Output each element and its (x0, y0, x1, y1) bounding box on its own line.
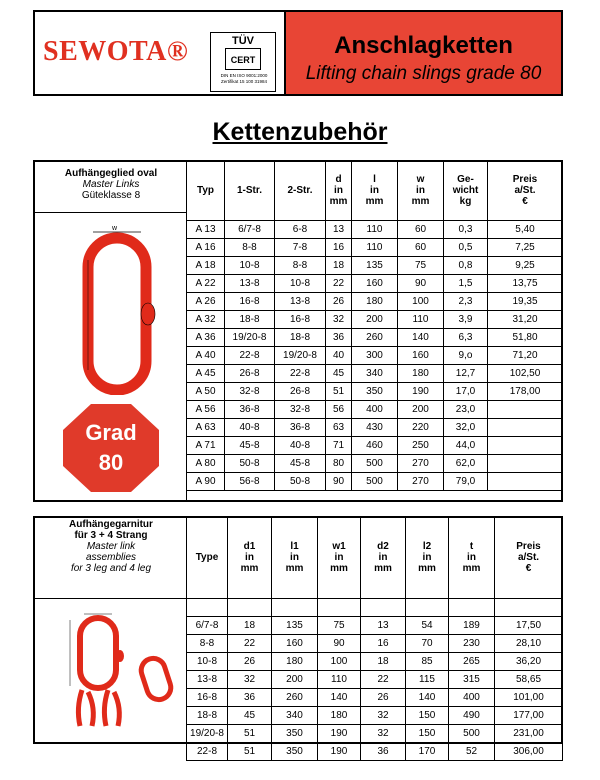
tuv-label: TÜV (232, 35, 254, 47)
table1-row-cell: 18 (326, 257, 352, 275)
t2-col-l2: l2 in mm (406, 517, 449, 599)
table1-row-cell: 26-8 (275, 383, 326, 401)
table1-row-cell: 9,o (444, 347, 488, 365)
table1-row-cell: 56 (326, 401, 352, 419)
table1-row-cell: 45-8 (275, 455, 326, 473)
table1-row (187, 365, 563, 383)
table1-row-cell: 19/20-8 (225, 329, 275, 347)
table1-row-cell: 500 (352, 473, 398, 491)
table1-row-cell (488, 419, 563, 437)
table1-row-cell: 18-8 (275, 329, 326, 347)
weld-point (141, 303, 155, 325)
master-link-assembly-image (52, 608, 180, 736)
table1-row (187, 455, 563, 473)
header-subtitle: Lifting chain slings grade 80 (305, 63, 542, 84)
table1-row-cell: 180 (398, 365, 444, 383)
t2-col-l1: l1 in mm (272, 517, 318, 599)
cert-number: DIN EN ISO 9001:2000 Zertifikat 15 100 31984 (220, 73, 268, 84)
table2-row (187, 725, 563, 743)
table1-row-cell: 17,0 (444, 383, 488, 401)
table1-row-cell: 71,20 (488, 347, 563, 365)
table2-row-cell: 100 (318, 653, 361, 671)
table2-row-cell: 306,00 (495, 743, 563, 761)
table1-row-cell: 40-8 (225, 419, 275, 437)
master-links-table (186, 160, 563, 491)
table2-row-cell: 16-8 (187, 689, 228, 707)
table1-row (187, 293, 563, 311)
table1-row (187, 419, 563, 437)
master-link-image (48, 220, 168, 395)
table1-row-cell: 44,0 (444, 437, 488, 455)
table2-row-cell: 52 (449, 743, 495, 761)
table1-row-cell: A 36 (187, 329, 225, 347)
grad-80-badge (62, 403, 160, 493)
table1-row-cell: 50-8 (225, 455, 275, 473)
table1-row-cell: 51 (326, 383, 352, 401)
table2-row (187, 707, 563, 725)
table1-row-cell: 36-8 (275, 419, 326, 437)
table2-row-cell: 180 (318, 707, 361, 725)
table2-row-cell: 32 (361, 725, 406, 743)
table1-row-cell: 300 (352, 347, 398, 365)
table1-row-cell: 63 (326, 419, 352, 437)
t2-spacer-row (187, 599, 563, 617)
table2-row-cell: 28,10 (495, 635, 563, 653)
table1-row-cell: 22-8 (225, 347, 275, 365)
t2-col-d2: d2 in mm (361, 517, 406, 599)
t2-col-w1: w1 in mm (318, 517, 361, 599)
table1-row-cell: 100 (398, 293, 444, 311)
table2-row-cell: 110 (318, 671, 361, 689)
table2-row-cell: 101,00 (495, 689, 563, 707)
t2-head-l4: assemblies (85, 552, 137, 563)
table1-row-cell: 60 (398, 239, 444, 257)
table1-row-cell: 270 (398, 455, 444, 473)
table2-row-cell: 51 (228, 743, 272, 761)
table1-row-cell (488, 401, 563, 419)
table2-row (187, 653, 563, 671)
table2-row-cell: 36,20 (495, 653, 563, 671)
t2-col-price: Preis a/St. € (495, 517, 563, 599)
t1-col-2str: 2-Str. (275, 161, 326, 221)
table1-row-cell: A 45 (187, 365, 225, 383)
table1-row-cell: 8-8 (225, 239, 275, 257)
table2-row-cell: 150 (406, 707, 449, 725)
table1-row-cell: 36-8 (225, 401, 275, 419)
table2-row-cell: 90 (318, 635, 361, 653)
t2-head-l3: Master link (86, 541, 136, 552)
table1-row-cell: 56-8 (225, 473, 275, 491)
table1-row-cell: 62,0 (444, 455, 488, 473)
table1-row-cell: A 90 (187, 473, 225, 491)
table2-row-cell: 140 (406, 689, 449, 707)
table1-row-cell: 500 (352, 455, 398, 473)
table1-row-cell: 200 (352, 311, 398, 329)
table1-row-cell: 2,3 (444, 293, 488, 311)
page-title: Kettenzubehör (212, 118, 388, 146)
table1-row-cell (488, 473, 563, 491)
table1-row-cell: 36 (326, 329, 352, 347)
t2-left-divider (35, 598, 187, 599)
table2-row-cell: 58,65 (495, 671, 563, 689)
t1-col-typ: Typ (187, 161, 225, 221)
table2-row-cell: 265 (449, 653, 495, 671)
table2-row-cell: 22 (228, 635, 272, 653)
table1-row (187, 221, 563, 239)
table1-row-cell: 1,5 (444, 275, 488, 293)
table2-row-cell: 160 (272, 635, 318, 653)
table1-row-cell: A 80 (187, 455, 225, 473)
table1-row-cell: A 63 (187, 419, 225, 437)
table1-row-cell: 13-8 (225, 275, 275, 293)
table2-row-cell: 75 (318, 617, 361, 635)
table2-row-cell: 10-8 (187, 653, 228, 671)
header-title-box (284, 12, 561, 94)
table1-row-cell: 18-8 (225, 311, 275, 329)
table2-row-cell: 189 (449, 617, 495, 635)
table2-row-cell: 22 (361, 671, 406, 689)
table2-row-cell: 115 (406, 671, 449, 689)
table2-row-cell: 6/7-8 (187, 617, 228, 635)
table1-row-cell: 80 (326, 455, 352, 473)
table1-row-cell: 250 (398, 437, 444, 455)
table2-row-cell: 70 (406, 635, 449, 653)
table1-row-cell: 40 (326, 347, 352, 365)
table1-row (187, 473, 563, 491)
table1-row-cell: 13 (326, 221, 352, 239)
table1-row-cell: 110 (352, 221, 398, 239)
table1-row-cell: 16 (326, 239, 352, 257)
table1-row-cell: 13,75 (488, 275, 563, 293)
table1-row-cell (488, 455, 563, 473)
table2-row-cell: 45 (228, 707, 272, 725)
master-link-assemblies-table (186, 516, 563, 761)
table1-row-cell (488, 437, 563, 455)
table2-left-header (35, 519, 187, 585)
table2-row-cell: 54 (406, 617, 449, 635)
t1-col-d: d in mm (326, 161, 352, 221)
table1-row-cell: 7-8 (275, 239, 326, 257)
table2-row-cell: 230 (449, 635, 495, 653)
table1-row-cell: 19/20-8 (275, 347, 326, 365)
table2-row-cell: 231,00 (495, 725, 563, 743)
badge-line-1: Grad (85, 420, 137, 445)
table2-row-cell: 180 (272, 653, 318, 671)
table2-row-cell: 13 (361, 617, 406, 635)
table1-row-cell: 19,35 (488, 293, 563, 311)
chain-link-shape (88, 238, 146, 390)
t2-col-t: t in mm (449, 517, 495, 599)
table1-row-cell: 110 (398, 311, 444, 329)
table1-row-cell: 160 (352, 275, 398, 293)
table2-row-cell: 26 (361, 689, 406, 707)
table1-row-cell: 90 (326, 473, 352, 491)
table1-row-cell: A 50 (187, 383, 225, 401)
table1-row-cell: 12,7 (444, 365, 488, 383)
table1-row-cell: 400 (352, 401, 398, 419)
table2-row-cell: 350 (272, 725, 318, 743)
table1-row-cell: 6-8 (275, 221, 326, 239)
table1-row (187, 383, 563, 401)
table2-row-cell: 85 (406, 653, 449, 671)
table1-row-cell: 26-8 (225, 365, 275, 383)
table1-row-cell: 350 (352, 383, 398, 401)
table1-row-cell: 7,25 (488, 239, 563, 257)
table1-row (187, 311, 563, 329)
table1-row-cell: 32-8 (225, 383, 275, 401)
t1-col-weight: Ge- wicht kg (444, 161, 488, 221)
table1-row-cell: 22-8 (275, 365, 326, 383)
table1-left-header (35, 168, 187, 213)
t1-col-1str: 1-Str. (225, 161, 275, 221)
table1-row-cell: 26 (326, 293, 352, 311)
table1-row-cell: 110 (352, 239, 398, 257)
table1-row-cell: 6,3 (444, 329, 488, 347)
table1-row-cell: 22 (326, 275, 352, 293)
table1-row-cell: 5,40 (488, 221, 563, 239)
table2-row-cell: 18 (361, 653, 406, 671)
table2-row-cell: 8-8 (187, 635, 228, 653)
t1-col-l: l in mm (352, 161, 398, 221)
table2-row-cell: 51 (228, 725, 272, 743)
table1-row-cell: A 56 (187, 401, 225, 419)
table2-row (187, 689, 563, 707)
table1-row-cell: 16-8 (275, 311, 326, 329)
table1-row-cell: 8-8 (275, 257, 326, 275)
table1-row-cell: 178,00 (488, 383, 563, 401)
table1-row-cell: 3,9 (444, 311, 488, 329)
table1-row-cell: 32-8 (275, 401, 326, 419)
table2-row (187, 671, 563, 689)
table1-row-cell: 10-8 (275, 275, 326, 293)
table1-row-cell: 10-8 (225, 257, 275, 275)
table2-row-cell: 190 (318, 725, 361, 743)
table2-row-cell: 18 (228, 617, 272, 635)
table1-row (187, 257, 563, 275)
table1-row-cell: 0,5 (444, 239, 488, 257)
t1-col-price: Preis a/St. € (488, 161, 563, 221)
table2-row-cell: 36 (228, 689, 272, 707)
table1-row-cell: 32,0 (444, 419, 488, 437)
table2-row-cell: 36 (361, 743, 406, 761)
table1-row-cell: 190 (398, 383, 444, 401)
table1-row-cell: 135 (352, 257, 398, 275)
table2-row-cell: 140 (318, 689, 361, 707)
table2-row-cell: 16 (361, 635, 406, 653)
table2-row-cell: 260 (272, 689, 318, 707)
table2-row-cell: 400 (449, 689, 495, 707)
table1-row-cell: 6/7-8 (225, 221, 275, 239)
table1-row-cell: A 26 (187, 293, 225, 311)
w-dim-label: w (112, 225, 118, 232)
table1-row (187, 401, 563, 419)
t2-col-type: Type (187, 517, 228, 599)
table1-row-cell: 16-8 (225, 293, 275, 311)
table1-row-cell: 220 (398, 419, 444, 437)
table1-row-cell: A 22 (187, 275, 225, 293)
table2-row-cell: 19/20-8 (187, 725, 228, 743)
table1-row-cell: 71 (326, 437, 352, 455)
table2-row-cell: 177,00 (495, 707, 563, 725)
table1-row (187, 347, 563, 365)
table1-row-cell: A 16 (187, 239, 225, 257)
table2-row-cell: 17,50 (495, 617, 563, 635)
table1-row (187, 437, 563, 455)
table2-row-cell: 135 (272, 617, 318, 635)
table1-row-cell: 23,0 (444, 401, 488, 419)
table2-row (187, 617, 563, 635)
table2-row-cell: 350 (272, 743, 318, 761)
table1-row-cell: 102,50 (488, 365, 563, 383)
header-title: Anschlagketten (334, 32, 513, 59)
table1-row-cell: 60 (398, 221, 444, 239)
t1-head-l3: Güteklasse 8 (81, 190, 141, 201)
t1-col-w: w in mm (398, 161, 444, 221)
table1-row-cell: 90 (398, 275, 444, 293)
table1-row (187, 275, 563, 293)
t2-col-d1: d1 in mm (228, 517, 272, 599)
table1-row-cell: 140 (398, 329, 444, 347)
table2-row-cell: 26 (228, 653, 272, 671)
table1-row-cell: 0,8 (444, 257, 488, 275)
table1-row-cell: 200 (398, 401, 444, 419)
table1-row-cell: A 32 (187, 311, 225, 329)
t2-head-l5: for 3 leg and 4 leg (70, 563, 152, 574)
table2-row-cell: 340 (272, 707, 318, 725)
table1-row-cell: 31,20 (488, 311, 563, 329)
table1-row-cell: A 18 (187, 257, 225, 275)
t2-header-row (187, 517, 563, 599)
table2-row-cell: 315 (449, 671, 495, 689)
table2-row-cell: 490 (449, 707, 495, 725)
table1-row-cell: 340 (352, 365, 398, 383)
table1-row-cell: 260 (352, 329, 398, 347)
table2-row-cell: 200 (272, 671, 318, 689)
table2-row (187, 635, 563, 653)
table1-row-cell: 13-8 (275, 293, 326, 311)
table1-row-cell: 32 (326, 311, 352, 329)
table1-row-cell: 75 (398, 257, 444, 275)
table1-row-cell: 50-8 (275, 473, 326, 491)
table1-row-cell: 430 (352, 419, 398, 437)
table1-row-cell: 160 (398, 347, 444, 365)
t1-header-row (187, 161, 563, 221)
table1-row-cell: 270 (398, 473, 444, 491)
table2-row-cell: 13-8 (187, 671, 228, 689)
t2-head-l1: Aufhängegarnitur (69, 519, 153, 530)
table1-row (187, 329, 563, 347)
table1-row-cell: A 40 (187, 347, 225, 365)
assembly-master-link (80, 618, 116, 688)
table2-row-cell: 32 (228, 671, 272, 689)
table1-row-cell: 45-8 (225, 437, 275, 455)
table1-row-cell: A 13 (187, 221, 225, 239)
table1-row-cell: A 71 (187, 437, 225, 455)
tuv-cert-logo (210, 32, 276, 92)
assembly-lower-links (78, 690, 93, 726)
table2-row-cell: 18-8 (187, 707, 228, 725)
table1-row-cell: 180 (352, 293, 398, 311)
table2-row (187, 743, 563, 761)
t1-head-l2: Master Links (82, 179, 140, 190)
t2-head-l2: für 3 + 4 Strang (74, 530, 148, 541)
table1-row (187, 239, 563, 257)
table1-row-cell: 45 (326, 365, 352, 383)
table1-row-cell: 79,0 (444, 473, 488, 491)
sewota-logo: SEWOTA® (43, 36, 189, 67)
table2-row-cell: 32 (361, 707, 406, 725)
table1-row-cell: 51,80 (488, 329, 563, 347)
table2-row-cell: 22-8 (187, 743, 228, 761)
assembly-sub-link (138, 655, 174, 702)
t1-head-l1: Aufhängeglied oval (64, 168, 158, 179)
table2-row-cell: 500 (449, 725, 495, 743)
table1-row-cell: 0,3 (444, 221, 488, 239)
badge-line-2: 80 (98, 450, 124, 475)
table2-row-cell: 150 (406, 725, 449, 743)
table2-row-cell: 190 (318, 743, 361, 761)
table2-row-cell: 170 (406, 743, 449, 761)
table1-row-cell: 40-8 (275, 437, 326, 455)
table1-row-cell: 460 (352, 437, 398, 455)
cert-label: CERT (225, 48, 261, 70)
table1-row-cell: 9,25 (488, 257, 563, 275)
header-banner (33, 10, 563, 96)
